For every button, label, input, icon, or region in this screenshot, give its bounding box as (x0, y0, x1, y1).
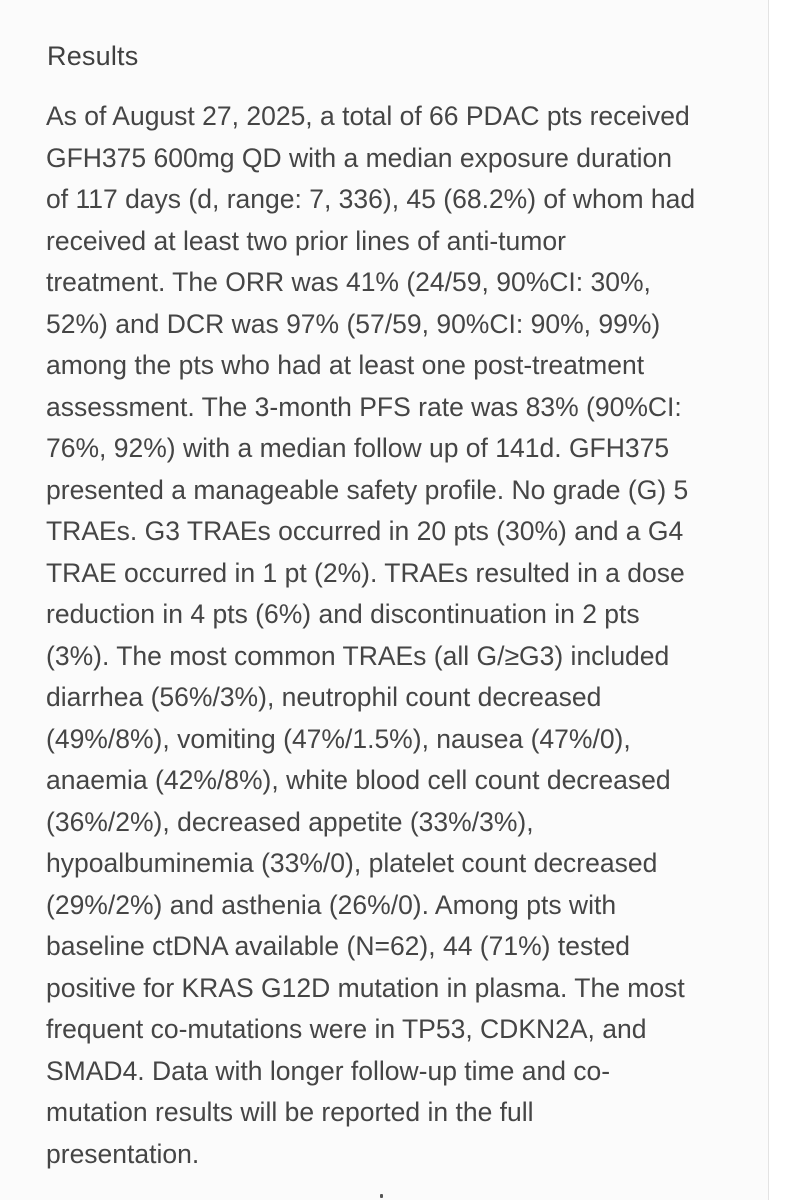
paragraph-line: (36%/2%), decreased appetite (33%/3%), (46, 806, 534, 837)
paragraph-line: TRAE occurred in 1 pt (2%). TRAEs resulted in a dose (46, 557, 685, 588)
page-gutter (769, 0, 793, 1200)
paragraph-line: treatment. The ORR was 41% (24/59, 90%CI: 30%, (46, 267, 651, 297)
paragraph-line: positive for KRAS G12D mutation in plasma. The most (46, 972, 685, 1003)
paragraph-line: 76%, 92%) with a median follow up of 141d. GFH375 (46, 433, 670, 463)
paragraph-line: received at least two prior lines of anti-tumor (46, 225, 566, 256)
paragraph-line: baseline ctDNA available (N=62), 44 (71%) tested (46, 931, 631, 961)
paragraph-line: presentation. (46, 1138, 200, 1169)
paragraph-line: of 117 days (d, range: 7, 336), 45 (68.2%) of whom had (46, 184, 696, 214)
paragraph-line: SMAD4. Data with longer follow-up time and co- (46, 1055, 611, 1086)
paragraph-line: reduction in 4 pts (6%) and discontinuation in 2 pts (46, 599, 640, 629)
paragraph-line: 52%) and DCR was 97% (57/59, 90%CI: 90%, 99%) (46, 308, 661, 339)
paragraph-line: (29%/2%) and asthenia (26%/0). Among pts with (46, 889, 617, 920)
paragraph-line: mutation results will be reported in the full (46, 1097, 534, 1127)
paragraph-line: As of August 27, 2025, a total of 66 PDAC pts received (46, 101, 690, 131)
paragraph-line: frequent co-mutations were in TP53, CDKN2A, and (46, 1014, 647, 1044)
paragraph-line: TRAEs. G3 TRAEs occurred in 20 pts (30%) and a G4 (46, 516, 684, 546)
paragraph-line: (49%/8%), vomiting (47%/1.5%), nausea (47%/0), (46, 723, 631, 754)
paragraph-line: anaemia (42%/8%), white blood cell count decreased (46, 765, 671, 795)
paragraph-line: hypoalbuminemia (33%/0), platelet count decreased (46, 848, 658, 878)
paragraph-line: (3%). The most common TRAEs (all G/≥G3) included (46, 640, 670, 671)
paragraph-line: assessment. The 3-month PFS rate was 83% (90%CI: (46, 391, 682, 422)
paragraph-line: GFH375 600mg QD with a median exposure duration (46, 142, 673, 173)
paragraph-line: diarrhea (56%/3%), neutrophil count decreased (46, 682, 602, 712)
cut-off-glyph (380, 1194, 383, 1198)
paragraph-line: presented a manageable safety profile. No grade (G) 5 (46, 474, 689, 505)
section-heading: Results (47, 41, 139, 71)
paragraph-line: among the pts who had at least one post-treatment (46, 350, 645, 380)
results-paragraph (46, 96, 754, 1175)
